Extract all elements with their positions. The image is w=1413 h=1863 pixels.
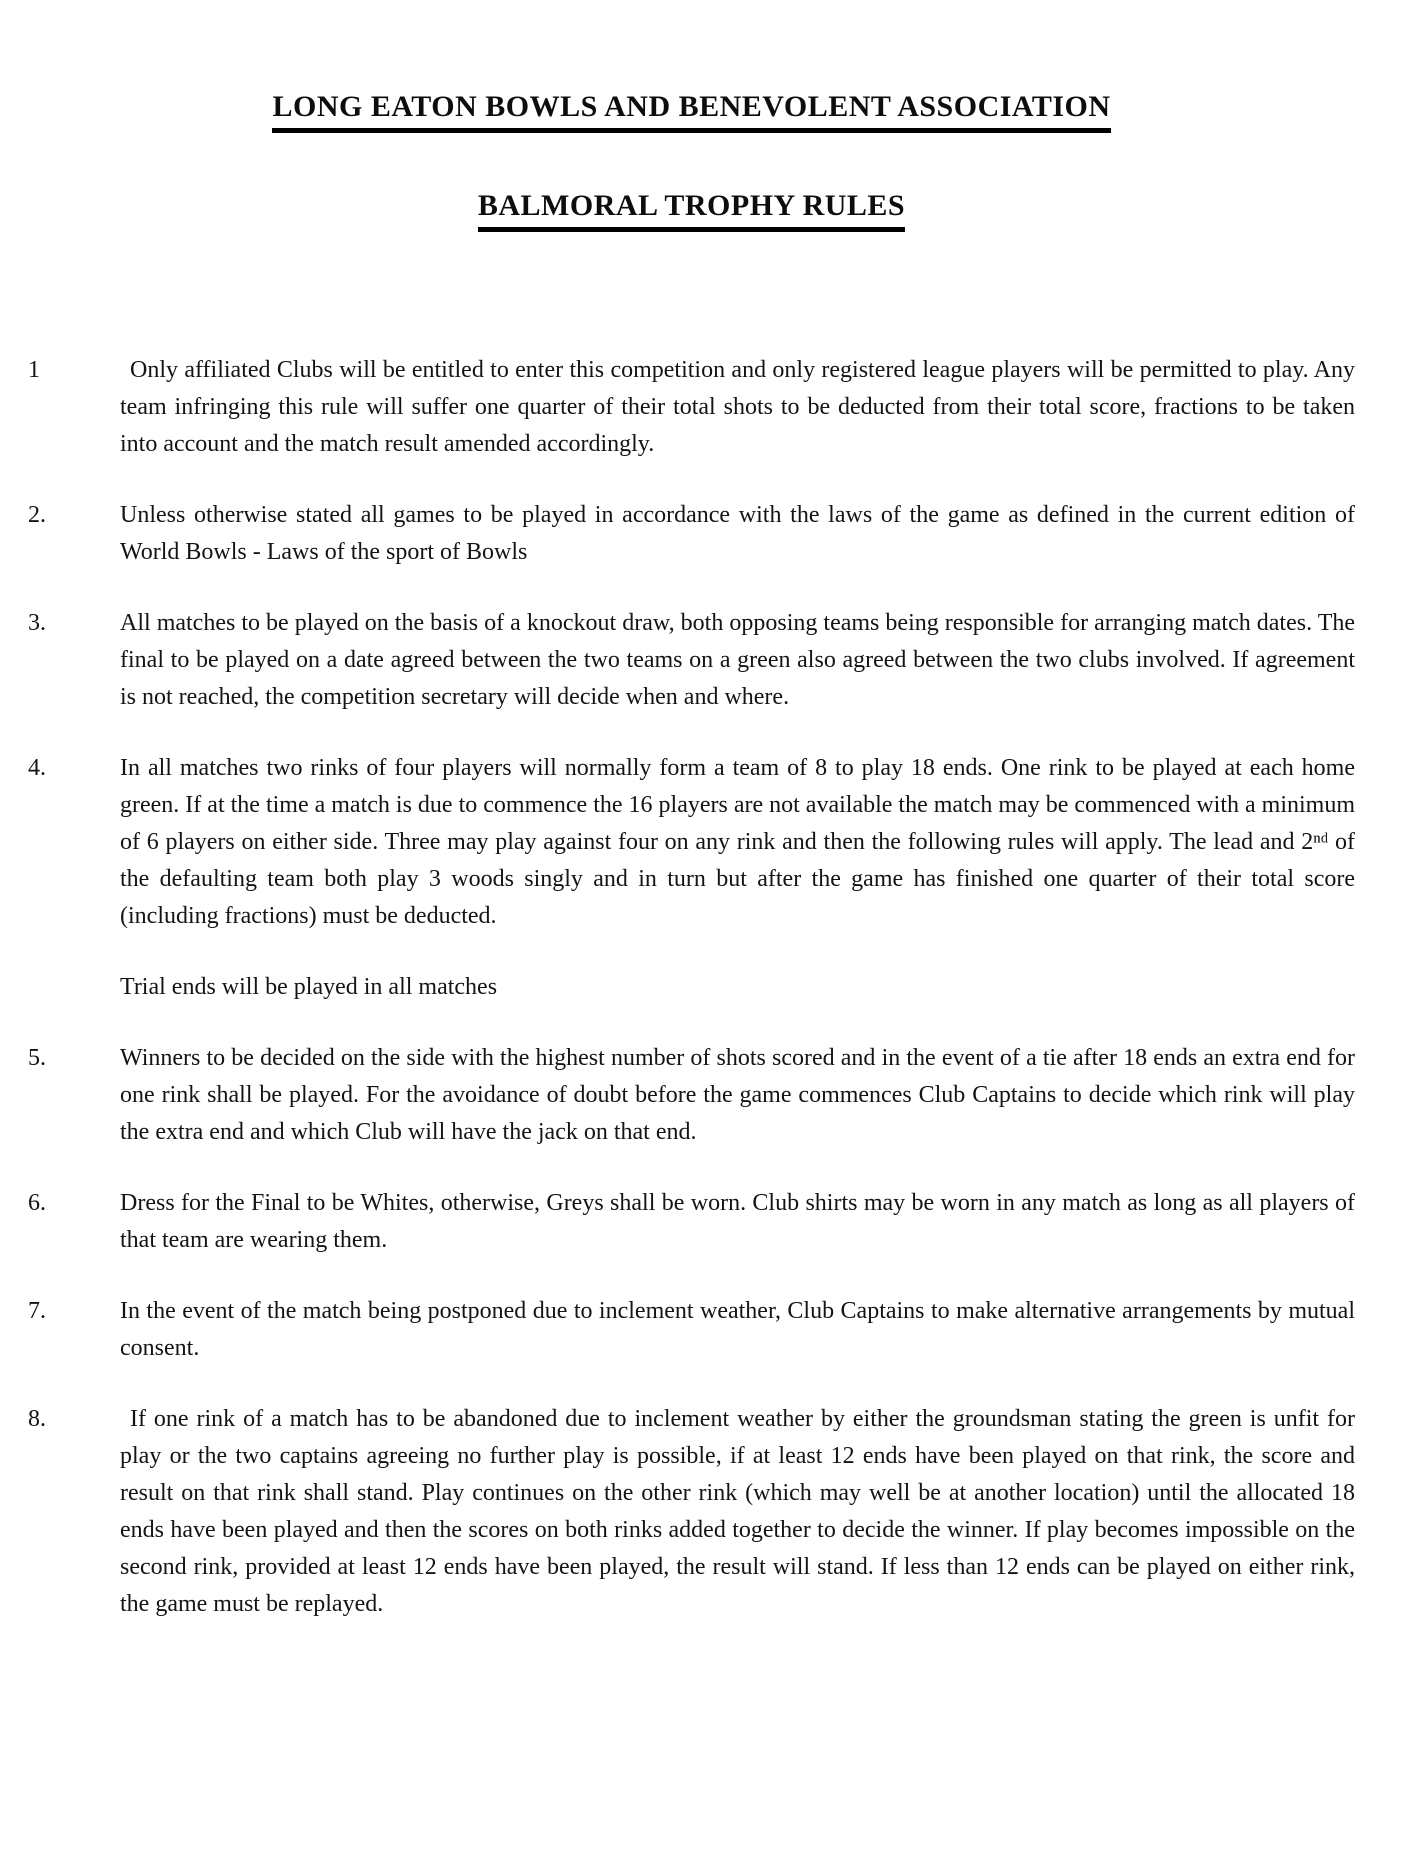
rule-text: Dress for the Final to be Whites, otherwise, Greys shall be worn. Club shirts may be worn in any match as long as all players of that team are wearing them. [120, 1190, 1355, 1253]
rule-item-2 [28, 497, 1355, 571]
rule-number: 7. [28, 1298, 46, 1324]
rule-item-7 [28, 1293, 1355, 1367]
title-block [28, 90, 1355, 232]
rule-item-3 [28, 605, 1355, 716]
rule-text: Only affiliated Clubs will be entitled to enter this competition and only registered league players will be permitted to play. Any team infringing this rule will suffer one quarter of their total shots to be deducted from their total score, fractions to be taken into account and the match result amended accordingly. [120, 357, 1355, 457]
rule-number: 2. [28, 502, 46, 528]
subtitle-row [28, 189, 1355, 232]
rule-number: 5. [28, 1045, 46, 1071]
doc-subtitle: BALMORAL TROPHY RULES [478, 189, 905, 232]
trial-ends-note: Trial ends will be played in all matches [120, 974, 498, 1000]
rules-list [28, 352, 1355, 1623]
rule-text: In the event of the match being postponed due to inclement weather, Club Captains to make alternative arrangements by mutual consent. [120, 1298, 1355, 1361]
rule-number: 8. [28, 1406, 46, 1432]
rule-number: 4. [28, 755, 46, 781]
rule-text: In all matches two rinks of four players will normally form a team of 8 to play 18 ends. One rink to be played at each home green. If at the time a match is due to commence the 16 players are not available the match may be commenced with a minimum of 6 players on either side. Three may play against four on any rink and then the following rules will apply. The lead and 2ⁿᵈ of the defaulting team both play 3 woods singly and in turn but after the game has finished one quarter of their total score (including fractions) must be deducted. [120, 755, 1355, 929]
rule-text: Winners to be decided on the side with the highest number of shots scored and in the event of a tie after 18 ends an extra end for one rink shall be played. For the avoidance of doubt before the game commences Club Captains to decide which rink will play the extra end and which Club will have the jack on that end. [120, 1045, 1355, 1145]
doc-title: LONG EATON BOWLS AND BENEVOLENT ASSOCIATION [272, 90, 1110, 133]
title-row [28, 90, 1355, 133]
rule-number: 3. [28, 610, 46, 636]
rule-text: All matches to be played on the basis of a knockout draw, both opposing teams being responsible for arranging match dates. The final to be played on a date agreed between the two teams on a green also agreed between the two clubs involved. If agreement is not reached, the competition secretary will decide when and where. [120, 610, 1355, 710]
rule-number: 1 [28, 357, 40, 383]
rule-item-1 [28, 352, 1355, 463]
rule-item-6 [28, 1185, 1355, 1259]
rule-item-5 [28, 1040, 1355, 1151]
rule-item-4 [28, 750, 1355, 935]
rule-number: 6. [28, 1190, 46, 1216]
rule-item-8 [28, 1401, 1355, 1623]
rule-text: Unless otherwise stated all games to be played in accordance with the laws of the game as defined in the current edition of World Bowls - Laws of the sport of Bowls [120, 502, 1355, 565]
rule-text: If one rink of a match has to be abandoned due to inclement weather by either the groundsman stating the green is unfit for play or the two captains agreeing no further play is possible, if at least 12 ends have been played on that rink, the score and result on that rink shall stand. Play continues on the other rink (which may well be at another location) until the allocated 18 ends have been played and then the scores on both rinks added together to decide the winner. If play becomes impossible on the second rink, provided at least 12 ends have been played, the result will stand. If less than 12 ends can be played on either rink, the game must be replayed. [120, 1406, 1355, 1617]
